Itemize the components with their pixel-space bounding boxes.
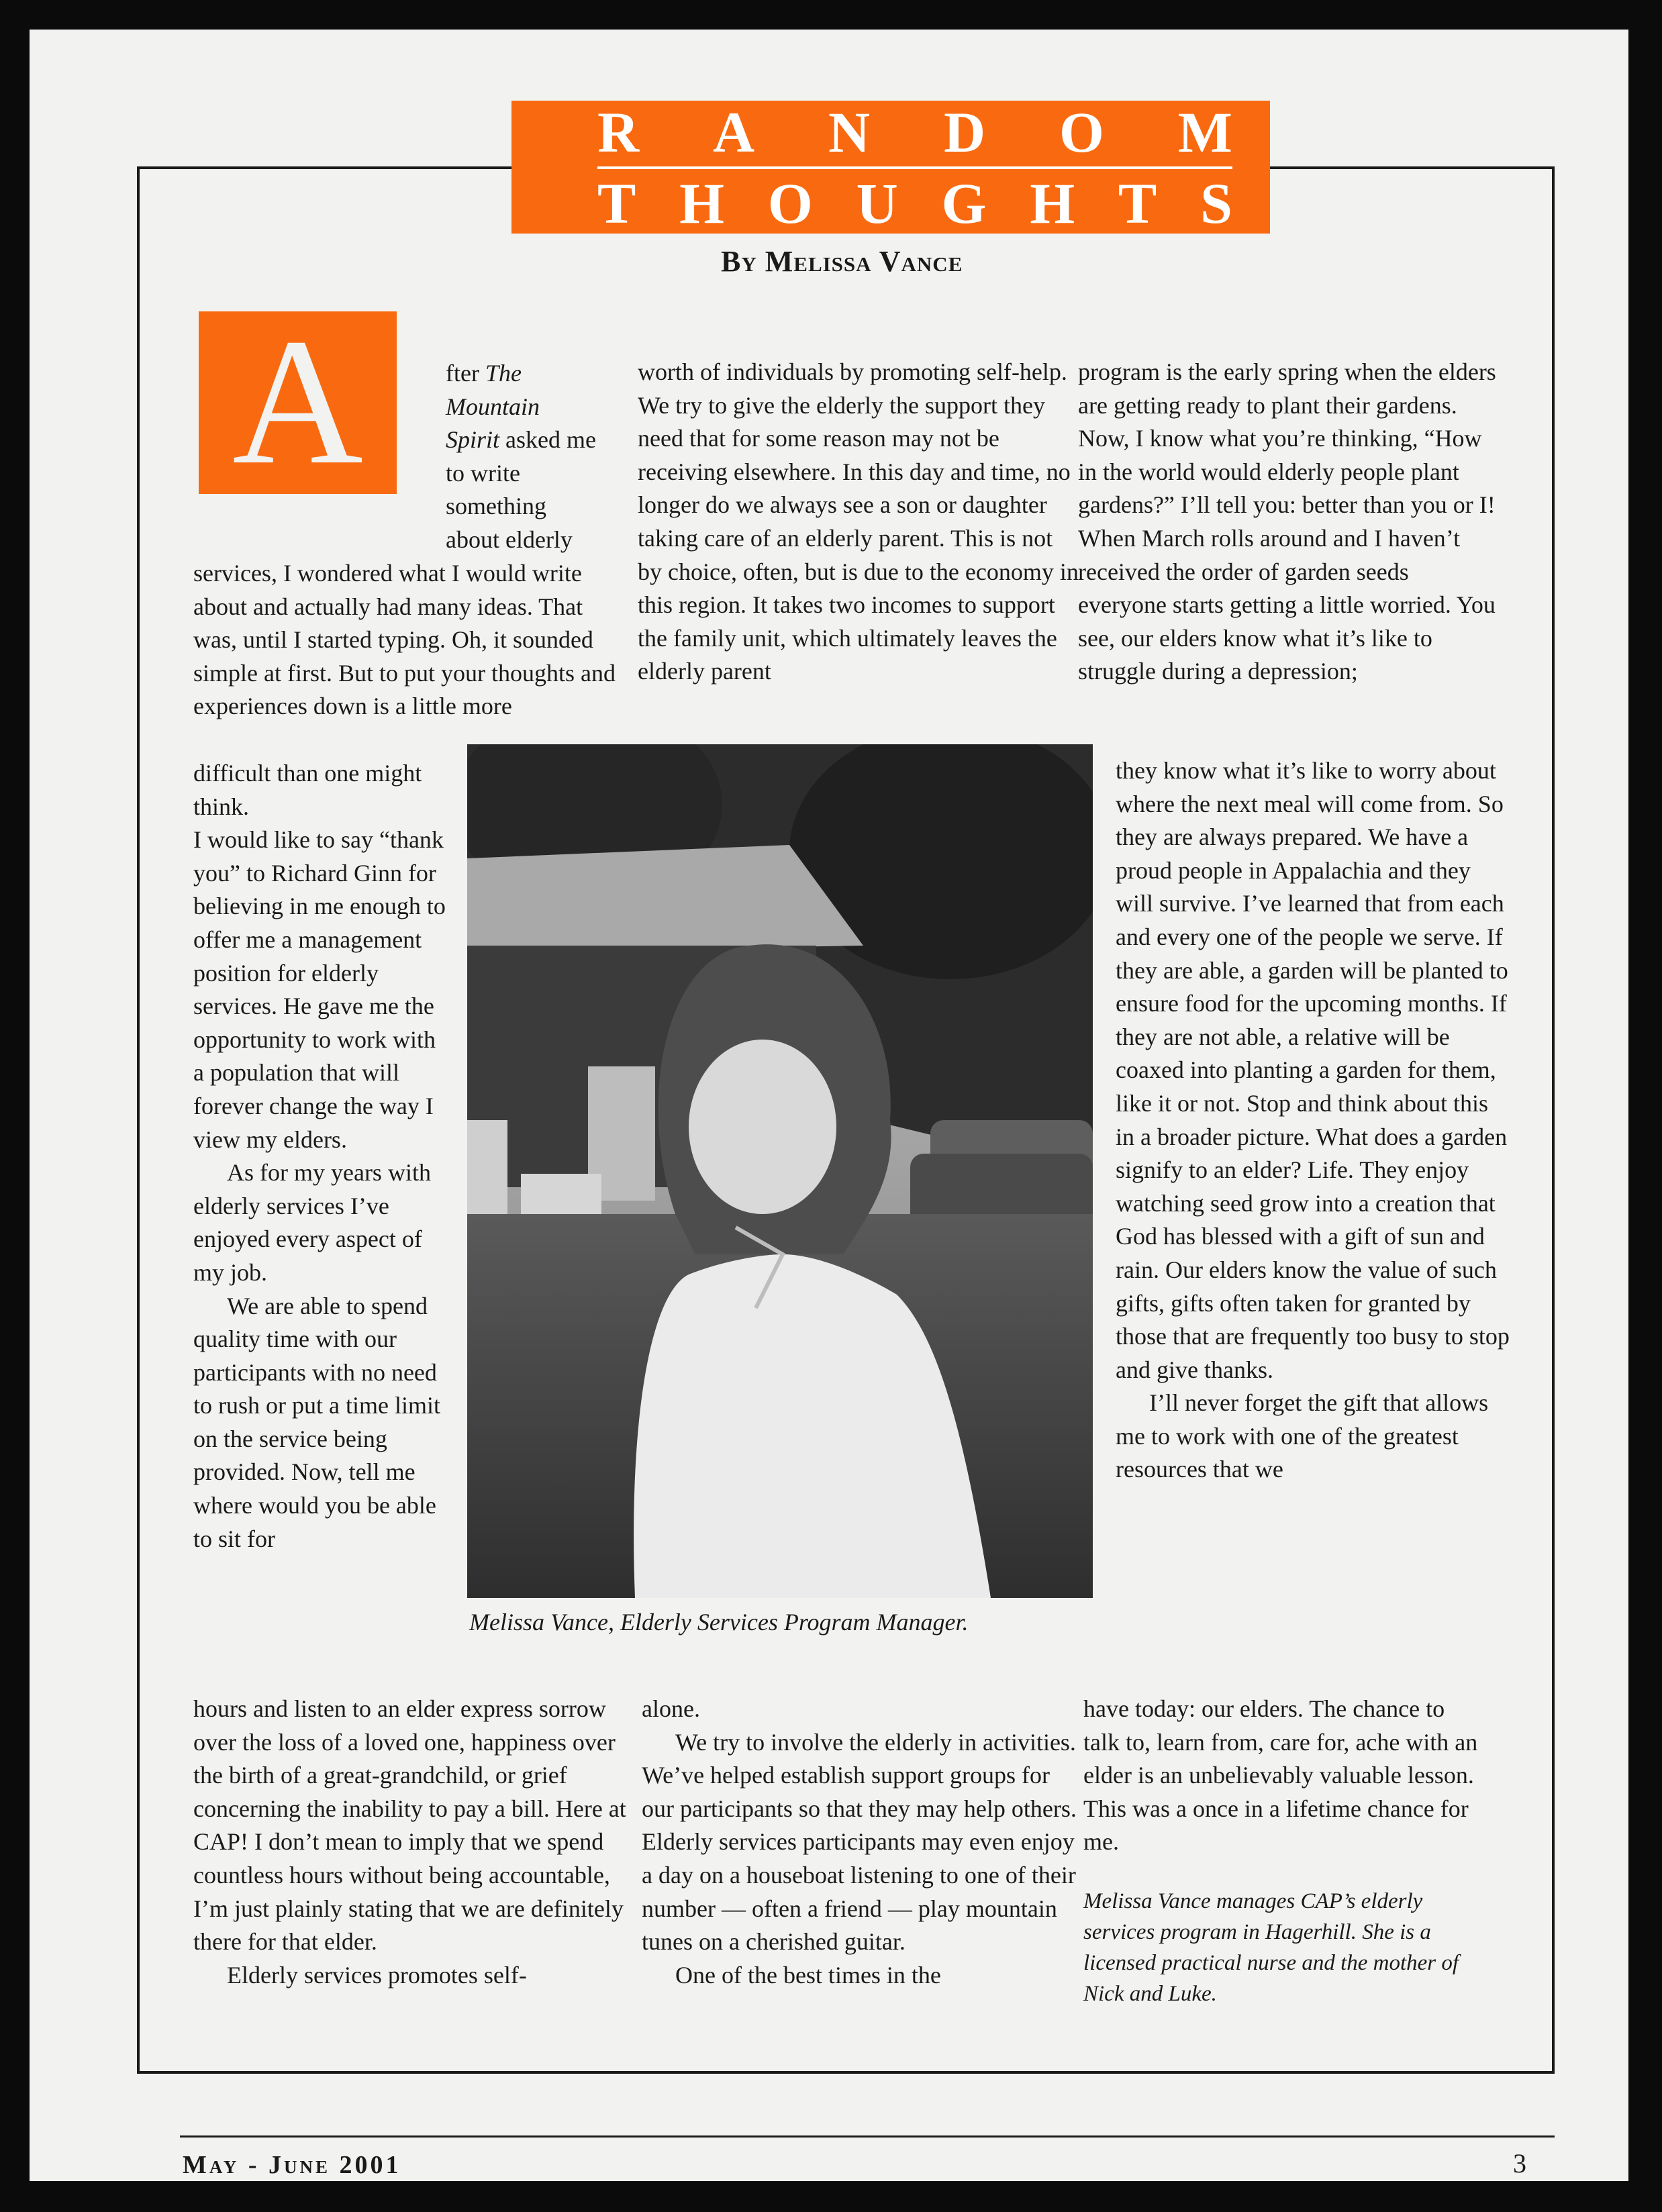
footer-rule xyxy=(180,2135,1555,2138)
title-thoughts-letter: O xyxy=(767,171,813,236)
title-line-random xyxy=(511,100,1270,164)
title-random-letter: O xyxy=(1059,100,1104,164)
col3-top: program is the early spring when the elders are getting ready to plant their gardens. Now, I know what you’re thinking, “How in the world would elderly people plant gardens?” I’ll tell you: better than you or I! When March rolls around and I haven’t received the order of garden seeds everyone starts getting a little worried. You see, our elders know what it’s like to struggle during a depression; xyxy=(1078,358,1496,685)
title-thoughts-letter: T xyxy=(1118,171,1157,236)
photo-caption: Melissa Vance, Elderly Services Program Manager. xyxy=(469,1609,969,1636)
magazine-page xyxy=(30,30,1628,2181)
col3-mid: they know what it’s like to worry about where the next meal will come from. So they are always prepared. We have a proud people in Appalachia and they will survive. I’ve learned that from each and every one of the people we serve. If they are able, a garden will be planted to ensure food for the upcoming months. If they are not able, a relative will be coaxed into planting a garden for them, like it or not. Stop and think about this in a broader picture. What does a garden signify to an elder? Life. They enjoy watching seed grow into a creation that God has blessed with a gift of sun and rain. Our elders know the value of such gifts, gifts often taken for granted by those that are frequently too busy to stop and give thanks. I’ll never forget the gift that allows me to work with one of the greatest resources that we xyxy=(1116,757,1510,1483)
drop-cap: A xyxy=(199,311,397,494)
title-random-letter: M xyxy=(1177,100,1232,164)
col1-intro-narrow: fter The Mountain Spirit asked me to write something about elderly xyxy=(446,360,596,553)
col2-top: worth of individuals by promoting self-help. We try to give the elderly the support they need that for some reason may not be receiving elsewhere. In this day and time, no longer do we always see a son or daughter taking care of an elderly parent. This is not by choice, often, but is due to the economy in this region. It takes two incomes to support the family unit, which ultimately leaves the elderly parent xyxy=(638,358,1079,685)
title-thoughts-letter: U xyxy=(856,171,898,236)
portrait-photo xyxy=(467,744,1093,1598)
byline: By Melissa Vance xyxy=(721,245,963,278)
title-banner xyxy=(511,101,1270,234)
page-number: 3 xyxy=(1513,2148,1526,2178)
title-thoughts-letter: G xyxy=(941,171,987,236)
title-line-thoughts xyxy=(511,171,1270,236)
col1-narrow: difficult than one might think. I would like to say “thank you” to Richard Ginn for believing in me enough to offer me a management position for elderly services. He gave me the opportunity to work with a population that will forever change the way I view my elders. As for my years with elderly services I’ve enjoyed every aspect of my job. We are able to spend quality time with our participants with no need to rush or put a time limit on the service being provided. Now, tell me where would you be able to sit for xyxy=(193,760,446,1552)
col3-bottom: have today: our elders. The chance to talk to, learn from, care for, ache with an elder is an unbelievably valuable lesson. This was a once in a lifetime chance for me. Melissa Vance manages CAP’s elderly services program in Hagerhill. She is a licensed practical nurse and the mother of Nick and Luke. xyxy=(1083,1693,1486,2009)
issue-date: May - June 2001 xyxy=(183,2151,401,2179)
title-divider xyxy=(597,166,1232,169)
col2-bottom: alone. We try to involve the elderly in activities. We’ve helped establish support groups for our participants so that they may help others. Elderly services participants may even enjoy a day on a houseboat listening to one of their number — often a friend — play mountain tunes on a cherished guitar. One of the best times in the xyxy=(642,1695,1077,1989)
title-thoughts-letter: T xyxy=(597,171,636,236)
col1-intro-wide: services, I wondered what I would write about and actually had many ideas. That was, until I started typing. Oh, it sounded simple at first. But to put your thoughts and experiences down is a little more xyxy=(193,560,616,720)
title-random-letter: R xyxy=(597,100,640,164)
title-thoughts-letter: S xyxy=(1200,171,1232,236)
author-bio: Melissa Vance manages CAP’s elderly services program in Hagerhill. She is a licensed practical nurse and the mother of Nick and Luke. xyxy=(1083,1889,1459,2006)
title-random-letter: A xyxy=(713,100,755,164)
title-random-letter: D xyxy=(944,100,986,164)
title-thoughts-letter: H xyxy=(679,171,725,236)
title-random-letter: N xyxy=(828,100,871,164)
title-thoughts-letter: H xyxy=(1030,171,1075,236)
col1-bottom: hours and listen to an elder express sorrow over the loss of a loved one, happiness over the birth of a great-grandchild, or grief concerning the inability to pay a bill. Here at CAP! I don’t mean to imply that we spend countless hours without being accountable, I’m just plainly stating that we are definitely there for that elder. Elderly services promotes self- xyxy=(193,1695,626,1989)
